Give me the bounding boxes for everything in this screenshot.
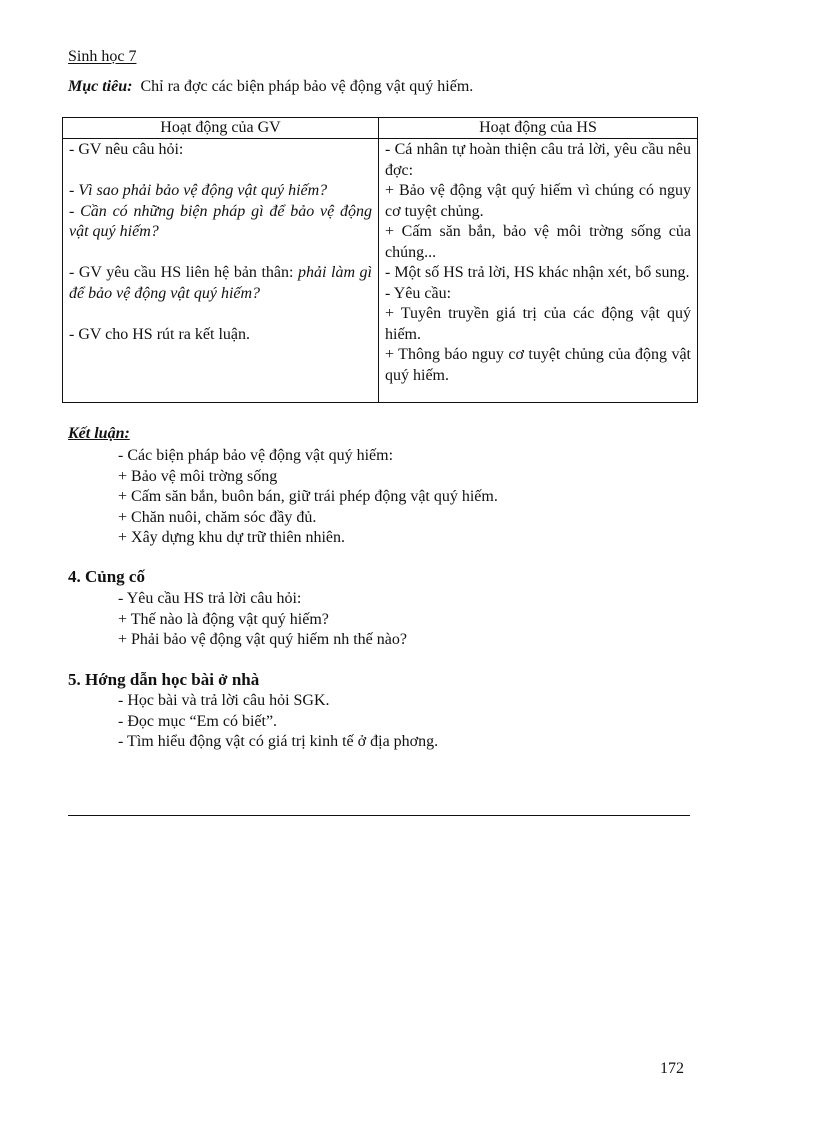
- list-item: - Học bài và trả lời câu hỏi SGK.: [118, 692, 330, 709]
- hs-line: - Cá nhân tự hoàn thiện câu trả lời, yêu cầu nêu đợc:: [385, 141, 691, 179]
- gv-line: - Cần có những biện pháp gì để bảo vệ động vật quý hiếm?: [69, 202, 372, 240]
- hs-line: + Thông báo nguy cơ tuyệt chủng của động vật quý hiếm.: [385, 346, 691, 384]
- section-5-title: 5. Hớng dẫn học bài ở nhà: [68, 670, 260, 689]
- list-item: + Thế nào là động vật quý hiếm?: [118, 610, 329, 628]
- gv-line: [69, 263, 372, 304]
- gv-line: - GV nêu câu hỏi:: [69, 141, 184, 158]
- list-item: - Đọc mục “Em có biết”.: [118, 712, 278, 730]
- list-item: + Chăn nuôi, chăm sóc đầy đủ.: [118, 508, 317, 526]
- gv-line: - Vì sao phải bảo vệ động vật quý hiếm?: [69, 182, 328, 199]
- header-hs: Hoạt động của HS: [379, 118, 698, 139]
- hs-column: [379, 139, 698, 403]
- list-item: + Bảo vệ môi trờng sống: [118, 467, 278, 485]
- section-4-list: [118, 589, 407, 651]
- section-4-title: 4. Củng cố: [68, 567, 145, 586]
- section-5-list: [118, 691, 438, 753]
- hs-line: - Một số HS trả lời, HS khác nhận xét, bổ sung.: [385, 264, 690, 281]
- objective-label: Mục tiêu:: [68, 78, 133, 95]
- objective-text: Chỉ ra đợc các biện pháp bảo vệ động vật quý hiếm.: [140, 78, 474, 95]
- activity-table: [62, 117, 698, 403]
- list-item: + Phải bảo vệ động vật quý hiếm nh thế nào?: [118, 631, 407, 648]
- list-item: - Tìm hiểu động vật có giá trị kinh tế ở địa phơng.: [118, 733, 439, 750]
- gv-line-plain: - GV yêu cầu HS liên hệ bản thân:: [69, 264, 299, 281]
- gv-column: [63, 139, 379, 403]
- hs-line: + Bảo vệ động vật quý hiếm vì chúng có nguy cơ tuyệt chủng.: [385, 182, 691, 220]
- list-item: - Các biện pháp bảo vệ động vật quý hiếm:: [118, 447, 394, 464]
- header-gv: Hoạt động của GV: [63, 118, 379, 139]
- footer-rule: [68, 815, 690, 816]
- conclusion-list: [118, 446, 498, 549]
- page-number: 172: [660, 1060, 684, 1077]
- page-header: Sinh học 7: [68, 48, 137, 65]
- hs-line: + Tuyên truyền giá trị của các động vật quý hiếm.: [385, 305, 691, 343]
- conclusion-title: Kết luận:: [68, 425, 130, 442]
- list-item: + Cấm săn bắn, buôn bán, giữ trái phép động vật quý hiếm.: [118, 488, 498, 505]
- gv-line: - GV cho HS rút ra kết luận.: [69, 325, 250, 343]
- objective: [68, 78, 473, 96]
- list-item: - Yêu cầu HS trả lời câu hỏi:: [118, 590, 302, 607]
- gv-line-italic: phải làm gì để bảo vệ động vật quý hiếm?: [69, 264, 372, 302]
- hs-line: + Cấm săn bắn, bảo vệ môi trờng sống của chúng...: [385, 223, 691, 261]
- hs-line: - Yêu cầu:: [385, 284, 452, 302]
- list-item: + Xây dựng khu dự trữ thiên nhiên.: [118, 529, 346, 546]
